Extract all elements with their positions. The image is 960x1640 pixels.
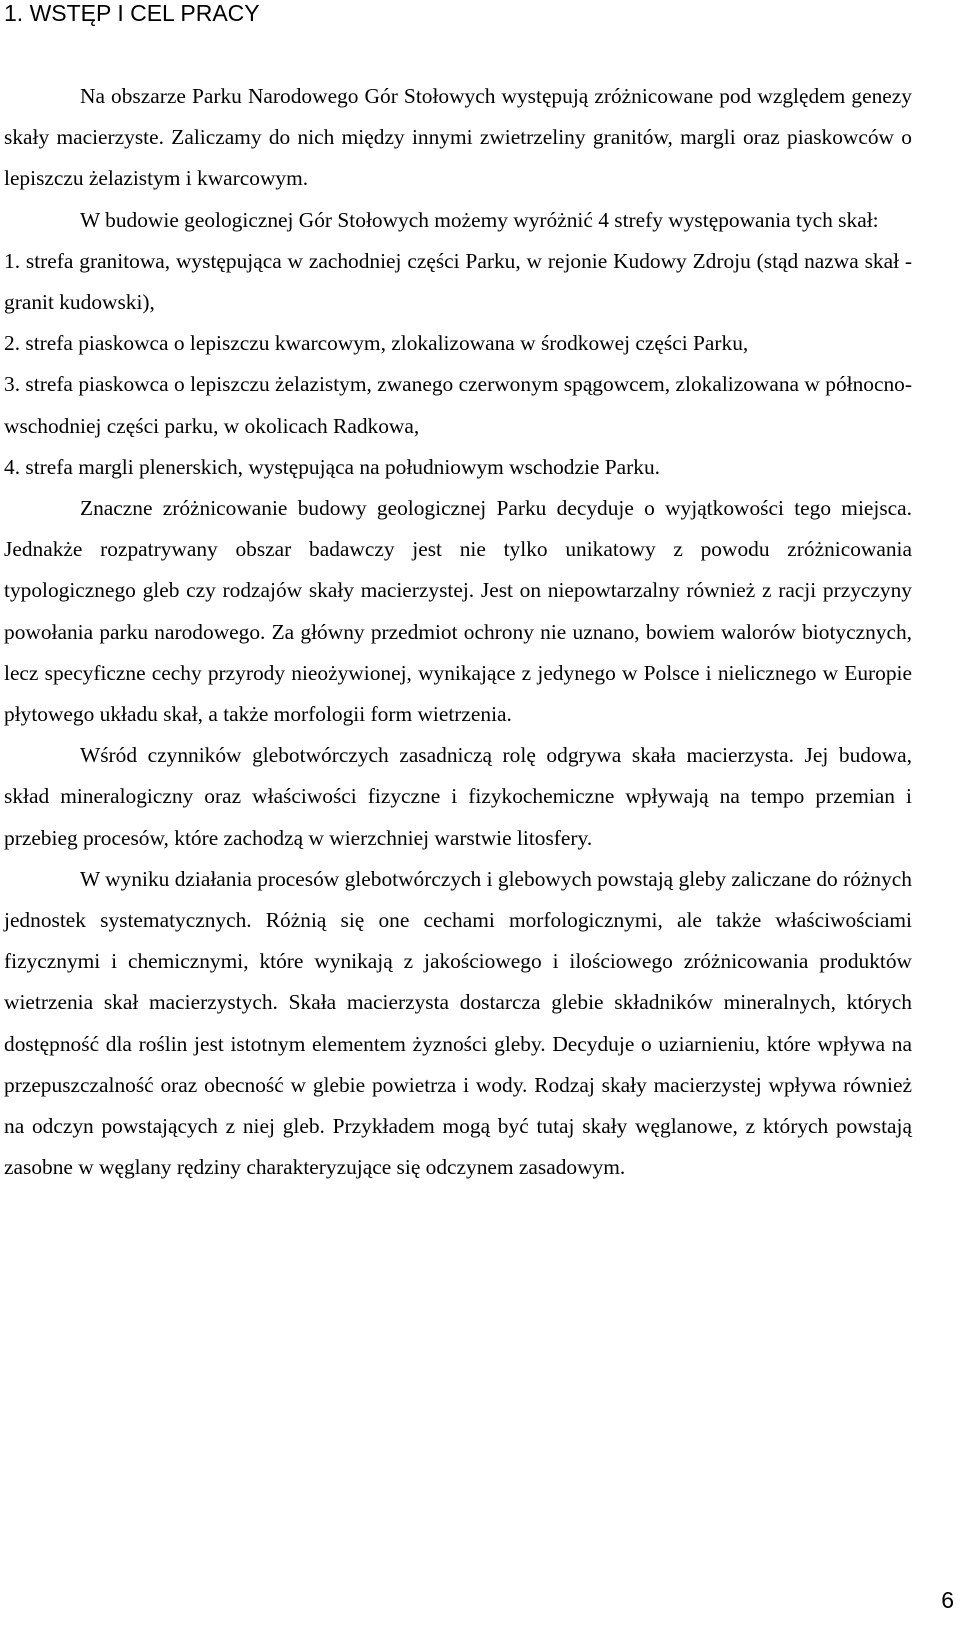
section-heading: 1. WSTĘP I CEL PRACY: [4, 0, 260, 26]
list-item-ferruginous-sandstone-zone: 3. strefa piaskowca o lepiszczu żelazistym, zwanego czerwonym spągowcem, zlokalizowana w północno-wschodniej części parku, w okolicach Radkowa,: [4, 372, 912, 438]
list-item-granite-zone: 1. strefa granitowa, występująca w zachodniej części Parku, w rejonie Kudowy Zdroju (stąd nazwa skał - granit kudowski),: [4, 248, 912, 315]
list-item-quartz-sandstone-zone: 2. strefa piaskowca o lepiszczu kwarcowym, zlokalizowana w środkowej części Parku,: [4, 331, 749, 356]
list-item-marl-zone: 4. strefa margli plenerskich, występująca na południowym wschodzie Parku.: [4, 454, 661, 479]
soil-formation-paragraph: W wyniku działania procesów glebotwórczych i glebowych powstają gleby zaliczane do różnych jednostek systematycznych. Różnią się one cechami morfologicznymi, ale także właściwościami fizycznymi i chemicznymi, które wynikają z jakościowego i ilościowego zróżnicowania produktów wietrzenia skał macierzystych. Skała macierzysta dostarcza glebie składników mineralnych, których dostępność dla roślin jest istotnym elementem żyzności gleby. Decyduje o uziarnieniu, które wpływa na przepuszczalność oraz obecność w glebie powietrza i wody. Rodzaj skały macierzystej wpływa również na odczyn powstających z niej gleb. Przykładem mogą być tutaj skały węglanowe, z których powstają zasobne w węglany rędziny charakteryzujące się odczynem zasadowym.: [4, 866, 912, 1180]
parent-rock-paragraph: Wśród czynników glebotwórczych zasadniczą rolę odgrywa skała macierzysta. Jej budowa, skład mineralogiczny oraz właściwości fizyczne i fizykochemiczne wpływają na tempo przemian i przebieg procesów, które zachodzą w wierzchniej warstwie litosfery.: [4, 743, 912, 850]
intro-paragraph: Na obszarze Parku Narodowego Gór Stołowych występują zróżnicowane pod względem genezy skały macierzyste. Zaliczamy do nich między innymi zwietrzeliny granitów, margli oraz piaskowców o lepiszczu żelazistym i kwarcowym.: [4, 84, 912, 191]
zones-intro-paragraph: W budowie geologicznej Gór Stołowych możemy wyróżnić 4 strefy występowania tych skał:: [80, 207, 879, 232]
document-body: [4, 76, 912, 1188]
page-number: 6: [941, 1587, 954, 1613]
diversity-paragraph: Znaczne zróżnicowanie budowy geologicznej Parku decyduje o wyjątkowości tego miejsca. Jednakże rozpatrywany obszar badawczy jest nie tylko unikatowy z powodu zróżnicowania typologicznego gleb czy rodzajów skały macierzystej. Jest on niepowtarzalny również z racji przyczyny powołania parku narodowego. Za główny przedmiot ochrony nie uznano, bowiem walorów biotycznych, lecz specyficzne cechy przyrody nieożywionej, wynikające z jedynego w Polsce i nielicznego w Europie płytowego układu skał, a także morfologii form wietrzenia.: [4, 496, 912, 727]
